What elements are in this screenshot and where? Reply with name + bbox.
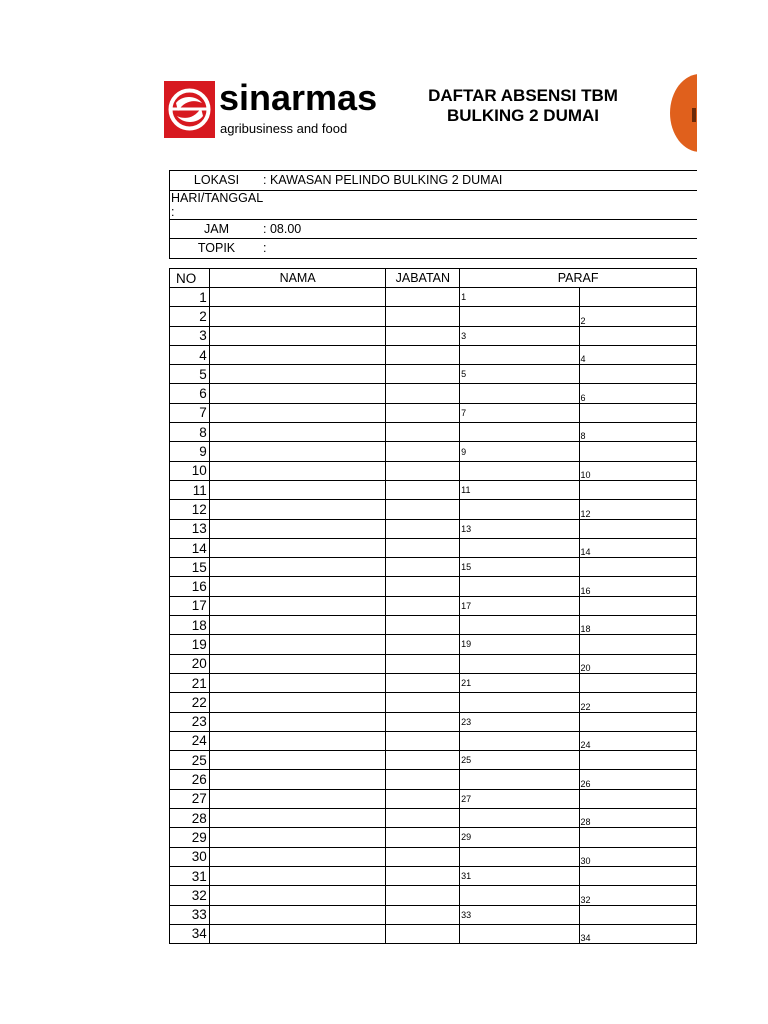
jam-value: : 08.00 <box>263 219 697 239</box>
table-row <box>170 365 697 384</box>
nama-cell[interactable] <box>209 577 386 596</box>
paraf-number: 32 <box>580 894 591 905</box>
nama-cell[interactable] <box>209 693 386 712</box>
paraf-right-cell[interactable] <box>579 616 696 635</box>
paraf-left-cell[interactable] <box>460 288 579 307</box>
jabatan-cell[interactable] <box>386 828 460 847</box>
jabatan-cell[interactable] <box>386 307 460 326</box>
paraf-number: 30 <box>580 855 591 866</box>
info-table <box>169 170 697 259</box>
nama-cell[interactable] <box>209 345 386 364</box>
paraf-left-cell[interactable] <box>460 384 579 403</box>
paraf-right-cell[interactable] <box>579 500 696 519</box>
nama-cell[interactable] <box>209 828 386 847</box>
table-row <box>170 538 697 557</box>
nama-cell[interactable] <box>209 307 386 326</box>
title-line-2: BULKING 2 DUMAI <box>446 106 600 125</box>
row-number: 6 <box>170 384 210 403</box>
jabatan-cell[interactable] <box>386 596 460 615</box>
paraf-number: 4 <box>580 354 586 365</box>
company-logo <box>164 77 379 139</box>
table-row <box>170 654 697 673</box>
row-number: 32 <box>170 886 210 905</box>
attendance-table <box>169 268 697 944</box>
paraf-number: 14 <box>580 547 591 558</box>
paraf-number: 28 <box>580 817 591 828</box>
paraf-right-cell[interactable] <box>579 442 696 461</box>
nama-cell[interactable] <box>209 288 386 307</box>
table-row <box>170 558 697 577</box>
row-number: 25 <box>170 751 210 770</box>
paraf-number: 31 <box>461 871 472 882</box>
paraf-number: 29 <box>461 832 472 843</box>
paraf-number: 16 <box>580 585 591 596</box>
paraf-right-cell[interactable] <box>579 365 696 384</box>
jabatan-cell[interactable] <box>386 886 460 905</box>
jabatan-cell[interactable] <box>386 789 460 808</box>
table-row <box>170 712 697 731</box>
paraf-number: 2 <box>580 315 586 326</box>
table-row <box>170 847 697 866</box>
paraf-number: 17 <box>461 600 472 611</box>
paraf-left-cell[interactable] <box>460 828 579 847</box>
table-row <box>170 789 697 808</box>
table-row <box>170 693 697 712</box>
table-row <box>170 905 697 924</box>
nama-cell[interactable] <box>209 673 386 692</box>
table-row <box>170 731 697 750</box>
header-jabatan: JABATAN <box>386 269 460 288</box>
jabatan-cell[interactable] <box>386 924 460 943</box>
row-number: 7 <box>170 403 210 422</box>
paraf-right-cell[interactable] <box>579 326 696 345</box>
paraf-left-cell[interactable] <box>460 519 579 538</box>
jabatan-cell[interactable] <box>386 577 460 596</box>
table-row <box>170 886 697 905</box>
nama-cell[interactable] <box>209 326 386 345</box>
row-number: 17 <box>170 596 210 615</box>
nama-cell[interactable] <box>209 635 386 654</box>
paraf-left-cell[interactable] <box>460 403 579 422</box>
nama-cell[interactable] <box>209 924 386 943</box>
paraf-number: 33 <box>461 909 472 920</box>
table-row <box>170 480 697 499</box>
paraf-left-cell[interactable] <box>460 616 579 635</box>
paraf-left-cell[interactable] <box>460 789 579 808</box>
nama-cell[interactable] <box>209 596 386 615</box>
paraf-number: 21 <box>461 678 472 689</box>
jabatan-cell[interactable] <box>386 345 460 364</box>
paraf-number: 27 <box>461 793 472 804</box>
paraf-left-cell[interactable] <box>460 905 579 924</box>
topik-value: : <box>263 239 697 259</box>
row-number: 11 <box>170 480 210 499</box>
paraf-right-cell[interactable] <box>579 307 696 326</box>
jabatan-cell[interactable] <box>386 384 460 403</box>
nama-cell[interactable] <box>209 558 386 577</box>
table-row <box>170 866 697 885</box>
paraf-left-cell[interactable] <box>460 326 579 345</box>
paraf-left-cell[interactable] <box>460 847 579 866</box>
jabatan-cell[interactable] <box>386 480 460 499</box>
paraf-left-cell[interactable] <box>460 712 579 731</box>
nama-cell[interactable] <box>209 866 386 885</box>
jabatan-cell[interactable] <box>386 365 460 384</box>
nama-cell[interactable] <box>209 789 386 808</box>
row-number: 18 <box>170 616 210 635</box>
jabatan-cell[interactable] <box>386 558 460 577</box>
nama-cell[interactable] <box>209 365 386 384</box>
paraf-right-cell[interactable] <box>579 654 696 673</box>
row-number: 12 <box>170 500 210 519</box>
paraf-number: 13 <box>461 523 472 534</box>
table-row <box>170 307 697 326</box>
nama-cell[interactable] <box>209 480 386 499</box>
jabatan-cell[interactable] <box>386 288 460 307</box>
paraf-left-cell[interactable] <box>460 886 579 905</box>
paraf-right-cell[interactable] <box>579 847 696 866</box>
jam-label: JAM <box>170 219 264 239</box>
row-number: 19 <box>170 635 210 654</box>
nama-cell[interactable] <box>209 712 386 731</box>
info-row-lokasi <box>170 171 698 191</box>
nama-cell[interactable] <box>209 538 386 557</box>
nama-cell[interactable] <box>209 384 386 403</box>
row-number: 8 <box>170 423 210 442</box>
nama-cell[interactable] <box>209 847 386 866</box>
paraf-left-cell[interactable] <box>460 596 579 615</box>
row-number: 29 <box>170 828 210 847</box>
nama-cell[interactable] <box>209 731 386 750</box>
info-row-topik <box>170 239 698 259</box>
row-number: 16 <box>170 577 210 596</box>
jabatan-cell[interactable] <box>386 500 460 519</box>
paraf-number: 25 <box>461 755 472 766</box>
table-row <box>170 673 697 692</box>
jabatan-cell[interactable] <box>386 751 460 770</box>
paraf-right-cell[interactable] <box>579 924 696 943</box>
paraf-right-cell[interactable] <box>579 731 696 750</box>
paraf-left-cell[interactable] <box>460 365 579 384</box>
jabatan-cell[interactable] <box>386 616 460 635</box>
paraf-number: 34 <box>580 933 591 944</box>
table-row <box>170 751 697 770</box>
paraf-left-cell[interactable] <box>460 500 579 519</box>
paraf-number: 24 <box>580 740 591 751</box>
attendance-header-row <box>170 269 697 288</box>
row-number: 26 <box>170 770 210 789</box>
paraf-right-cell[interactable] <box>579 770 696 789</box>
table-row <box>170 461 697 480</box>
header-nama: NAMA <box>209 269 386 288</box>
paraf-right-cell[interactable] <box>579 384 696 403</box>
paraf-number: 1 <box>461 292 467 303</box>
row-number: 33 <box>170 905 210 924</box>
paraf-left-cell[interactable] <box>460 577 579 596</box>
paraf-left-cell[interactable] <box>460 731 579 750</box>
logo-tagline: agribusiness and food <box>220 121 348 136</box>
nama-cell[interactable] <box>209 751 386 770</box>
nama-cell[interactable] <box>209 905 386 924</box>
nama-cell[interactable] <box>209 809 386 828</box>
title-line-1: DAFTAR ABSENSI TBM <box>428 86 618 105</box>
paraf-left-cell[interactable] <box>460 423 579 442</box>
paraf-number: 15 <box>461 562 472 573</box>
logo-wordmark: sinarmas <box>219 77 378 118</box>
paraf-left-cell[interactable] <box>460 751 579 770</box>
table-row <box>170 519 697 538</box>
row-number: 5 <box>170 365 210 384</box>
paraf-right-cell[interactable] <box>579 403 696 422</box>
jabatan-cell[interactable] <box>386 673 460 692</box>
jabatan-cell[interactable] <box>386 731 460 750</box>
paraf-right-cell[interactable] <box>579 712 696 731</box>
document-title <box>400 86 646 126</box>
paraf-number: 12 <box>580 508 591 519</box>
nama-cell[interactable] <box>209 770 386 789</box>
paraf-left-cell[interactable] <box>460 538 579 557</box>
table-row <box>170 770 697 789</box>
table-row <box>170 577 697 596</box>
jabatan-cell[interactable] <box>386 403 460 422</box>
table-row <box>170 403 697 422</box>
paraf-number: 3 <box>461 330 467 341</box>
paraf-number: 23 <box>461 716 472 727</box>
header-no: NO <box>170 269 210 288</box>
row-number: 4 <box>170 345 210 364</box>
paraf-right-cell[interactable] <box>579 693 696 712</box>
jabatan-cell[interactable] <box>386 712 460 731</box>
paraf-right-cell[interactable] <box>579 751 696 770</box>
row-number: 15 <box>170 558 210 577</box>
paraf-left-cell[interactable] <box>460 924 579 943</box>
paraf-number: 11 <box>461 485 471 496</box>
row-number: 14 <box>170 538 210 557</box>
jabatan-cell[interactable] <box>386 905 460 924</box>
paraf-number: 18 <box>580 624 591 635</box>
paraf-right-cell[interactable] <box>579 596 696 615</box>
paraf-number: 20 <box>580 662 591 673</box>
row-number: 9 <box>170 442 210 461</box>
paraf-right-cell[interactable] <box>579 345 696 364</box>
paraf-right-cell[interactable] <box>579 288 696 307</box>
paraf-left-cell[interactable] <box>460 345 579 364</box>
row-number: 21 <box>170 673 210 692</box>
paraf-number: 10 <box>580 469 591 480</box>
table-row <box>170 442 697 461</box>
paraf-left-cell[interactable] <box>460 693 579 712</box>
row-number: 31 <box>170 866 210 885</box>
table-row <box>170 809 697 828</box>
info-row-jam <box>170 219 698 239</box>
paraf-left-cell[interactable] <box>460 480 579 499</box>
paraf-right-cell[interactable] <box>579 538 696 557</box>
row-number: 24 <box>170 731 210 750</box>
row-number: 13 <box>170 519 210 538</box>
row-number: 1 <box>170 288 210 307</box>
topik-label: TOPIK <box>170 239 264 259</box>
nama-cell[interactable] <box>209 886 386 905</box>
paraf-left-cell[interactable] <box>460 635 579 654</box>
jabatan-cell[interactable] <box>386 847 460 866</box>
hari-tanggal-label: HARI/TANGGAL : <box>171 190 264 219</box>
nama-cell[interactable] <box>209 616 386 635</box>
table-row <box>170 326 697 345</box>
paraf-left-cell[interactable] <box>460 654 579 673</box>
nama-cell[interactable] <box>209 442 386 461</box>
row-number: 22 <box>170 693 210 712</box>
paraf-left-cell[interactable] <box>460 307 579 326</box>
paraf-right-cell[interactable] <box>579 519 696 538</box>
paraf-right-cell[interactable] <box>579 635 696 654</box>
nama-cell[interactable] <box>209 519 386 538</box>
paraf-left-cell[interactable] <box>460 673 579 692</box>
jabatan-cell[interactable] <box>386 866 460 885</box>
paraf-right-cell[interactable] <box>579 558 696 577</box>
lokasi-value: : KAWASAN PELINDO BULKING 2 DUMAI <box>263 171 697 191</box>
paraf-left-cell[interactable] <box>460 442 579 461</box>
table-row <box>170 345 697 364</box>
jabatan-cell[interactable] <box>386 326 460 345</box>
table-row <box>170 828 697 847</box>
sinarmas-logo-icon <box>164 81 215 138</box>
paraf-left-cell[interactable] <box>460 770 579 789</box>
paraf-right-cell[interactable] <box>579 577 696 596</box>
paraf-right-cell[interactable] <box>579 828 696 847</box>
table-row <box>170 384 697 403</box>
paraf-right-cell[interactable] <box>579 480 696 499</box>
jabatan-cell[interactable] <box>386 770 460 789</box>
row-number: 20 <box>170 654 210 673</box>
corner-badge-mark <box>692 108 696 122</box>
row-number: 23 <box>170 712 210 731</box>
table-row <box>170 616 697 635</box>
jabatan-cell[interactable] <box>386 538 460 557</box>
paraf-left-cell[interactable] <box>460 558 579 577</box>
table-row <box>170 635 697 654</box>
nama-cell[interactable] <box>209 500 386 519</box>
paraf-right-cell[interactable] <box>579 809 696 828</box>
paraf-number: 7 <box>461 407 467 418</box>
row-number: 28 <box>170 809 210 828</box>
paraf-number: 5 <box>461 369 467 380</box>
hari-tanggal-value <box>263 190 697 219</box>
row-number: 34 <box>170 924 210 943</box>
jabatan-cell[interactable] <box>386 442 460 461</box>
jabatan-cell[interactable] <box>386 423 460 442</box>
paraf-right-cell[interactable] <box>579 461 696 480</box>
paraf-right-cell[interactable] <box>579 673 696 692</box>
paraf-right-cell[interactable] <box>579 789 696 808</box>
table-row <box>170 423 697 442</box>
jabatan-cell[interactable] <box>386 809 460 828</box>
info-row-hari <box>170 190 698 219</box>
paraf-right-cell[interactable] <box>579 423 696 442</box>
paraf-number: 19 <box>461 639 472 650</box>
table-row <box>170 924 697 943</box>
nama-cell[interactable] <box>209 403 386 422</box>
row-number: 30 <box>170 847 210 866</box>
nama-cell[interactable] <box>209 654 386 673</box>
paraf-right-cell[interactable] <box>579 866 696 885</box>
nama-cell[interactable] <box>209 423 386 442</box>
paraf-number: 9 <box>461 446 467 457</box>
jabatan-cell[interactable] <box>386 461 460 480</box>
jabatan-cell[interactable] <box>386 635 460 654</box>
paraf-left-cell[interactable] <box>460 809 579 828</box>
paraf-left-cell[interactable] <box>460 866 579 885</box>
paraf-number: 26 <box>580 778 591 789</box>
header-paraf: PARAF <box>460 269 697 288</box>
paraf-right-cell[interactable] <box>579 886 696 905</box>
table-row <box>170 288 697 307</box>
paraf-number: 22 <box>580 701 591 712</box>
lokasi-label: LOKASI <box>170 171 264 191</box>
row-number: 3 <box>170 326 210 345</box>
paraf-number: 8 <box>580 431 586 442</box>
row-number: 10 <box>170 461 210 480</box>
nama-cell[interactable] <box>209 461 386 480</box>
jabatan-cell[interactable] <box>386 519 460 538</box>
table-row <box>170 500 697 519</box>
table-row <box>170 596 697 615</box>
row-number: 27 <box>170 789 210 808</box>
jabatan-cell[interactable] <box>386 693 460 712</box>
jabatan-cell[interactable] <box>386 654 460 673</box>
paraf-left-cell[interactable] <box>460 461 579 480</box>
row-number: 2 <box>170 307 210 326</box>
paraf-right-cell[interactable] <box>579 905 696 924</box>
paraf-number: 6 <box>580 392 586 403</box>
